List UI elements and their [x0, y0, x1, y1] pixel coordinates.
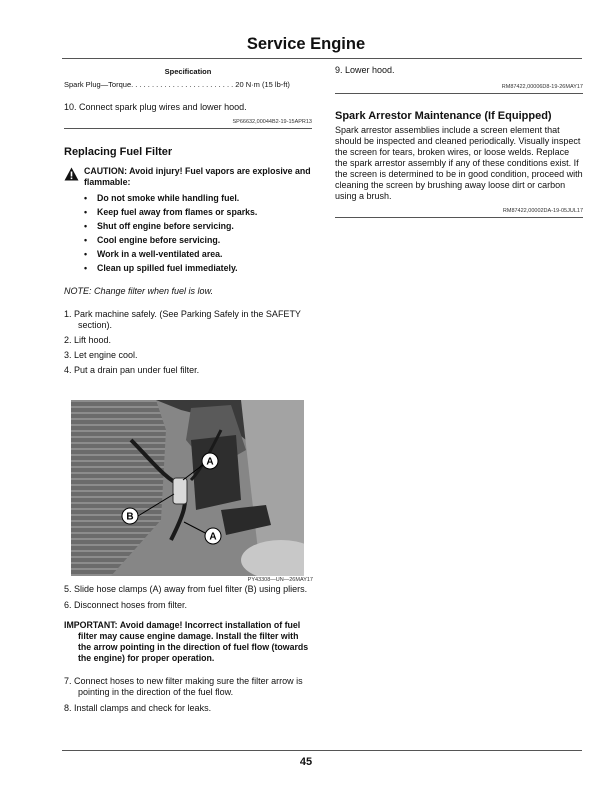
section-divider	[335, 217, 583, 218]
section-divider	[64, 128, 312, 129]
safety-bullet: • Clean up spilled fuel immediately.	[84, 261, 312, 275]
step-8: 8. Install clamps and check for leaks.	[64, 703, 212, 713]
spark-plug-torque-spec: Spark Plug—Torque. . . . . . . . . . . . . . . . . . . . . . . . . 20 N·m (15 lb-ft)	[64, 80, 290, 89]
svg-text:A: A	[206, 456, 214, 468]
fuel-filter-photo	[71, 400, 304, 576]
note-text: NOTE: Change filter when fuel is low.	[64, 286, 214, 296]
steps-group-1	[64, 309, 312, 376]
step-9: 9. Lower hood.	[335, 65, 395, 75]
step-1: 1. Park machine safely. (See Parking Safely in the SAFETY section).	[64, 309, 301, 330]
step-10: 10. Connect spark plug wires and lower hood.	[64, 102, 247, 112]
important-notice: IMPORTANT: Avoid damage! Incorrect installation of fuel filter may cause engine damage. Install the filter with the arrow pointing in the direction of fuel flow (towards the engine) for proper operation.	[64, 620, 309, 663]
page-number: 45	[299, 756, 313, 768]
section-title-spark-arrestor: Spark Arrestor Maintenance (If Equipped)	[335, 110, 552, 122]
page-title: Service Engine	[246, 35, 366, 53]
warning-triangle-icon	[64, 167, 79, 181]
safety-bullet: • Cool engine before servicing.	[84, 233, 312, 247]
caution-block	[64, 166, 312, 188]
title-rule	[62, 58, 582, 59]
step-4: 4. Put a drain pan under fuel filter.	[64, 365, 200, 375]
safety-bullet: • Shut off engine before servicing.	[84, 219, 312, 233]
step-2: 2. Lift hood.	[64, 335, 112, 345]
specification-heading: Specification	[164, 67, 212, 76]
safety-bullet: • Keep fuel away from flames or sparks.	[84, 205, 312, 219]
safety-bullet: • Work in a well-ventilated area.	[84, 247, 312, 261]
callout-a-upper	[202, 453, 218, 469]
left-column	[64, 63, 312, 376]
section-divider	[335, 93, 583, 94]
safety-bullet: • Do not smoke while handling fuel.	[84, 191, 312, 205]
section-title-replacing-fuel-filter: Replacing Fuel Filter	[64, 146, 173, 158]
step-3: 3. Let engine cool.	[64, 350, 138, 360]
spark-arrestor-body: Spark arrestor assemblies include a screen element that should be inspected and cleaned periodically. Visually inspect the screen for tears, broken wires, or loose welds. Replace the spark arrestor assembly if any of these conditions exist. If the screen is determined to be in good condition, proceed with cleaning the screen by brushing away loose dirt or carbon using a brush.	[335, 125, 583, 201]
caution-text: CAUTION: Avoid injury! Fuel vapors are explosive and flammable:	[84, 166, 311, 187]
reference-code: RM87422,00002DA-19-05JUL17	[502, 208, 583, 214]
callout-b	[122, 508, 138, 524]
svg-text:A: A	[209, 531, 217, 543]
step-7: 7. Connect hoses to new filter making sure the filter arrow is pointing in the direction of the fuel flow.	[64, 676, 303, 697]
safety-bullet-list	[84, 191, 312, 275]
reference-code: RM87422,00006D8-19-26MAY17	[501, 84, 583, 90]
callout-a-lower	[205, 528, 221, 544]
fuel-filter-illustration	[71, 400, 304, 576]
step-5: 5. Slide hose clamps (A) away from fuel filter (B) using pliers.	[64, 584, 308, 594]
footer-rule	[62, 750, 582, 751]
svg-text:B: B	[126, 511, 134, 523]
image-caption: PY43308—UN—26MAY17	[247, 577, 313, 583]
reference-code: SP66632,00044B2-19-15APR13	[232, 119, 312, 125]
left-column-lower	[64, 584, 312, 714]
right-column	[335, 63, 583, 218]
step-6: 6. Disconnect hoses from filter.	[64, 600, 188, 610]
